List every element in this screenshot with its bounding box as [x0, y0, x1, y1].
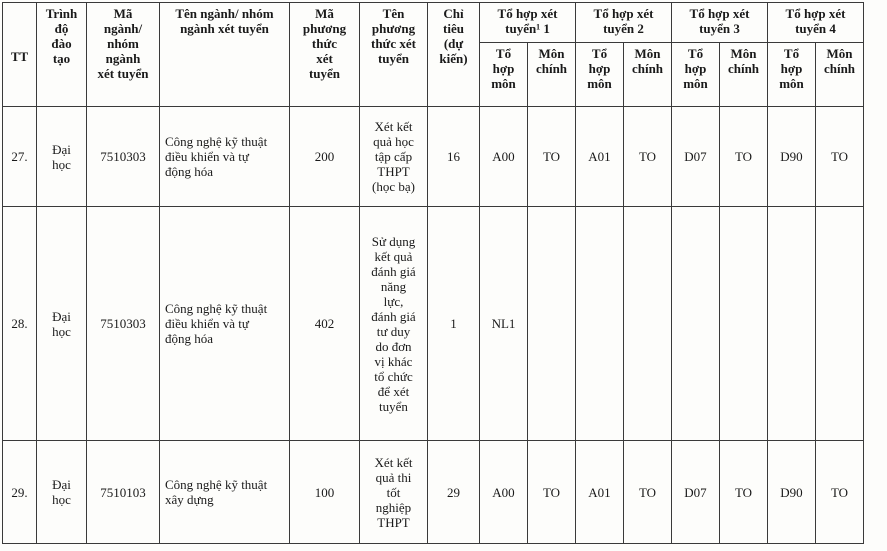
subheader-mon-chinh: Môn chính [720, 43, 768, 107]
subheader-to-hop-mon: Tổ hợp môn [576, 43, 624, 107]
header-ten-phuong-thuc: Tên phương thức xét tuyển [360, 3, 428, 107]
cell-to-hop-1: A00 [480, 441, 528, 544]
header-tt: TT [3, 3, 37, 107]
cell-ten-nganh: Công nghệ kỹ thuật xây dựng [160, 441, 290, 544]
cell-ma-phuong-thuc: 402 [290, 207, 360, 441]
cell-to-hop-1: NL1 [480, 207, 528, 441]
cell-mon-chinh-1: TO [528, 441, 576, 544]
cell-ma-nganh: 7510303 [87, 107, 160, 207]
cell-to-hop-1: A00 [480, 107, 528, 207]
subheader-to-hop-mon: Tổ hợp môn [768, 43, 816, 107]
cell-chi-tieu: 29 [428, 441, 480, 544]
header-to-hop-1: Tổ hợp xét tuyển¹ 1 [480, 3, 576, 43]
cell-ten-phuong-thuc: Xét kết quả thi tốt nghiệp THPT [360, 441, 428, 544]
cell-mon-chinh-4: TO [816, 107, 864, 207]
header-chi-tieu: Chỉ tiêu (dự kiến) [428, 3, 480, 107]
cell-ten-phuong-thuc: Sử dụng kết quả đánh giá năng lực, đánh giá tư duy do đơn vị khác tổ chức để xét tuyển [360, 207, 428, 441]
subheader-mon-chinh: Môn chính [624, 43, 672, 107]
table-row [3, 107, 864, 207]
cell-trinh-do: Đại học [37, 207, 87, 441]
header-ma-nganh: Mã ngành/ nhóm ngành xét tuyển [87, 3, 160, 107]
cell-to-hop-3: D07 [672, 441, 720, 544]
table-row [3, 441, 864, 544]
header-to-hop-2: Tổ hợp xét tuyển 2 [576, 3, 672, 43]
cell-to-hop-2: A01 [576, 441, 624, 544]
cell-ten-nganh: Công nghệ kỹ thuật điều khiển và tự động hóa [160, 207, 290, 441]
table-row [3, 207, 864, 441]
cell-to-hop-3: D07 [672, 107, 720, 207]
cell-ten-phuong-thuc: Xét kết quả học tập cấp THPT (học bạ) [360, 107, 428, 207]
cell-mon-chinh-4 [816, 207, 864, 441]
cell-tt: 27. [3, 107, 37, 207]
cell-trinh-do: Đại học [37, 107, 87, 207]
cell-to-hop-4 [768, 207, 816, 441]
cell-mon-chinh-3: TO [720, 107, 768, 207]
header-to-hop-4: Tổ hợp xét tuyển 4 [768, 3, 864, 43]
header-to-hop-3: Tổ hợp xét tuyển 3 [672, 3, 768, 43]
cell-ten-nganh: Công nghệ kỹ thuật điều khiển và tự động hóa [160, 107, 290, 207]
cell-chi-tieu: 1 [428, 207, 480, 441]
cell-mon-chinh-2: TO [624, 441, 672, 544]
cell-ma-phuong-thuc: 100 [290, 441, 360, 544]
cell-to-hop-3 [672, 207, 720, 441]
cell-tt: 28. [3, 207, 37, 441]
cell-mon-chinh-2: TO [624, 107, 672, 207]
cell-mon-chinh-3: TO [720, 441, 768, 544]
header-ma-phuong-thuc: Mã phương thức xét tuyển [290, 3, 360, 107]
subheader-to-hop-mon: Tổ hợp môn [480, 43, 528, 107]
cell-to-hop-4: D90 [768, 107, 816, 207]
cell-mon-chinh-2 [624, 207, 672, 441]
header-trinh-do: Trình độ đào tạo [37, 3, 87, 107]
cell-ma-nganh: 7510103 [87, 441, 160, 544]
cell-chi-tieu: 16 [428, 107, 480, 207]
subheader-mon-chinh: Môn chính [528, 43, 576, 107]
cell-ma-phuong-thuc: 200 [290, 107, 360, 207]
cell-mon-chinh-3 [720, 207, 768, 441]
cell-trinh-do: Đại học [37, 441, 87, 544]
cell-ma-nganh: 7510303 [87, 207, 160, 441]
subheader-mon-chinh: Môn chính [816, 43, 864, 107]
cell-to-hop-2 [576, 207, 624, 441]
cell-mon-chinh-4: TO [816, 441, 864, 544]
cell-to-hop-4: D90 [768, 441, 816, 544]
header-ten-nganh: Tên ngành/ nhóm ngành xét tuyển [160, 3, 290, 107]
cell-mon-chinh-1 [528, 207, 576, 441]
cell-mon-chinh-1: TO [528, 107, 576, 207]
admission-table [2, 2, 864, 544]
subheader-to-hop-mon: Tổ hợp môn [672, 43, 720, 107]
cell-to-hop-2: A01 [576, 107, 624, 207]
cell-tt: 29. [3, 441, 37, 544]
